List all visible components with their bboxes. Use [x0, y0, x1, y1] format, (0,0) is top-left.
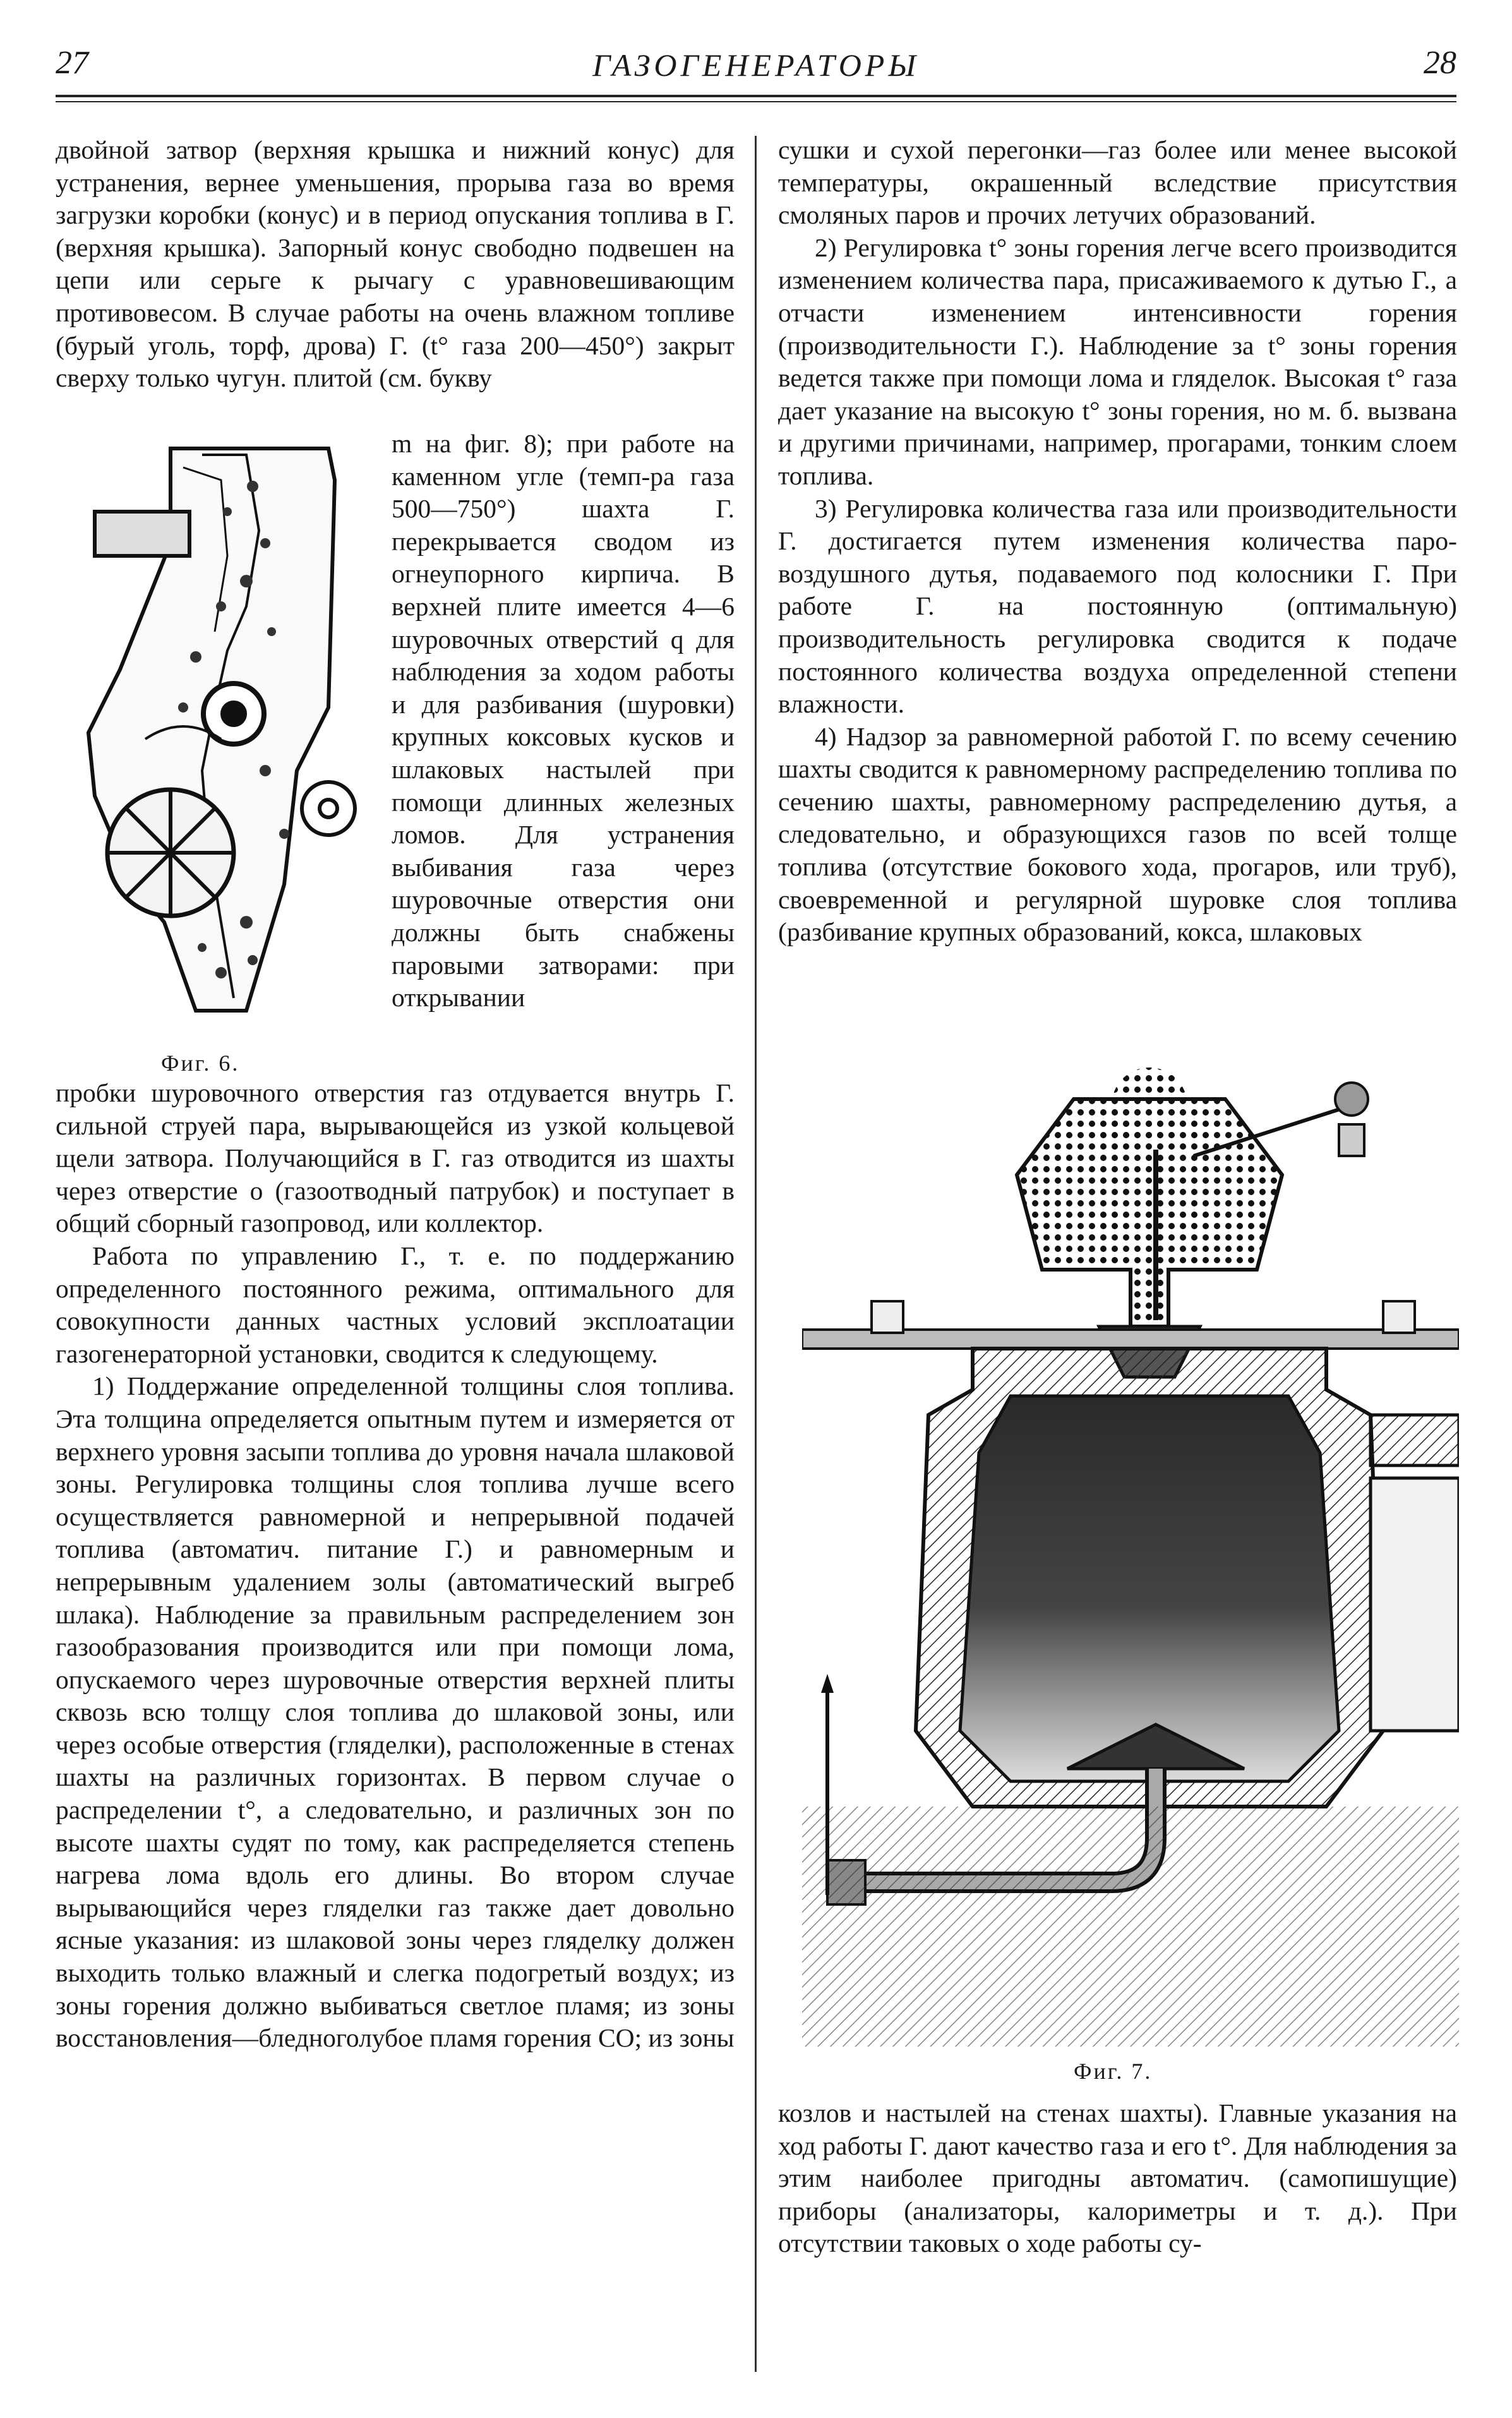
column-divider: [755, 136, 757, 2372]
right-column-bottom: [778, 2097, 1457, 2260]
left-column-bottom: [56, 1077, 735, 2055]
paragraph-left-wrap: m на фиг. 8); при работе на каменном угле (темп-ра газа 500—750°) шахта Г. перекрывается сводом из огнеупорного кирпича. В верхней плите имеется 4—6 шуровочных отверстий q для наблюдения за ходом работы и для разбивания (шуровки) крупных коксовых кусков и шлаковых настылей при помощи длинных железных ломов. Для устранения выбивания газа через шуровочные отверстия они должны быть снабжены паровыми затворами: при открывании: [392, 429, 735, 1013]
paragraph-left-2: Работа по управлению Г., т. е. по поддержанию определенного постоянного режима, оптимального для совокупности данных частных условий эксплоатации газогенераторной установки, сводится к следующему.: [56, 1241, 735, 1368]
paragraph-right-5: козлов и настылей на стенах шахты). Главные указания на ход работы Г. дают качество газа и его t°. Для наблюдения за этим наиболее пригодны автоматич. (самопишущие) приборы (анализаторы, калориметры и т. д.). При отсутствии таковых о ходе работы су-: [778, 2098, 1457, 2258]
right-column-top: [778, 134, 1457, 949]
header-rule: [56, 95, 1456, 97]
page-header: [56, 44, 1456, 88]
paragraph-left-1-cont: пробки шуровочного отверстия газ отдувается внутрь Г. сильной струей пара, вырывающейся из узкой кольцевой щели затвора. Получающийся в Г. газ отводится из шахты через отверстие o (газоотводный патрубок) и поступает в общий сборный газопровод, или коллектор.: [56, 1078, 735, 1238]
page-title: ГАЗОГЕНЕРАТОРЫ: [592, 47, 920, 83]
header-rule-thin: [56, 101, 1456, 102]
paragraph-left-1: двойной затвор (верхняя крышка и нижний конус) для устранения, вернее уменьшения, прорыва газа во время загрузки коробки (конус) и в период опускания топлива в Г. (верхняя крышка). Запорный конус свободно подвешен на цепи или серьге к рычагу с уравновешивающим противовесом. В случае работы на очень влажном топливе (бурый уголь, торф, дрова) Г. (t° газа 200—450°) закрыт сверху только чугун. плитой (см. букву: [56, 135, 735, 393]
paragraph-right-3: 3) Регулировка количества газа или производительности Г. достигается путем изменения количества паро-воздушного дутья, подаваемого под колосники Г. При работе Г. на постоянную (оптимальную) производительность регулировка сводится к подаче постоянного количества воздуха определенной степени влажности.: [778, 493, 1457, 719]
left-column-wrap-text: [392, 428, 735, 1014]
page-number-left: 27: [56, 45, 88, 81]
page-number-right: 28: [1424, 45, 1456, 81]
paragraph-right-2: 2) Регулировка t° зоны горения легче всего производится изменением количества пара, присаживаемого к дутью Г., а отчасти изменением интенсивности горения (производительности Г.). Наблюдение за t° зоны горения ведется также при помощи лома и гляделок. Высокая t° газа дает указание на высокую t° зоны горения, но м. б. вызвана и другими причинами, например, прогарами, тонким слоем топлива.: [778, 232, 1457, 490]
left-column-top: [56, 134, 735, 395]
figure-7-gas-producer-section: [802, 1061, 1459, 2047]
paragraph-right-4: 4) Надзор за равномерной работой Г. по всему сечению шахты сводится к равномерному распределению топлива по сечению шахты, равномерному распределению дутья, а следовательно, и образующихся газов по всей толще топлива (отсутствие бокового хода, прогаров, или труб), своевременной и регулярной шуровке слоя топлива (разбивание крупных образований, кокса, шлаковых: [778, 721, 1457, 947]
figure-6-gas-producer-drawing: [57, 442, 379, 1023]
paragraph-right-1: сушки и сухой перегонки—газ более или менее высокой температуры, окрашенный вследствие присутствия смоляных паров и прочих летучих образований.: [778, 135, 1457, 230]
figure-7-caption: Фиг. 7.: [1074, 2059, 1153, 2084]
figure-6-caption: Фиг. 6.: [161, 1050, 240, 1076]
paragraph-left-3: 1) Поддержание определенной толщины слоя топлива. Эта толщина определяется опытным путем и измеряется от верхнего уровня засыпи топлива до уровня начала шлаковой зоны. Регулировка толщины слоя топлива лучше всего осуществляется равномерной и непрерывной подачей топлива (автоматич. питание Г.) и равномерным и непрерывным удалением золы (автоматический выгреб шлака). Наблюдение за правильным распределением зон газообразования производится или при помощи лома, опускаемого через шуровочные отверстия верхней плиты сквозь всю толщу слоя топлива до шлаковой зоны, или через особые отверстия (гляделки), расположенные в стенах шахты на различных горизонтах. В первом случае о распределении t°, а следовательно, и различных зон по высоте шахты судят по тому, как распределяется степень нагрева лома вдоль его длины. Во втором случае вырывающийся через гляделки газ также дает довольно ясные указания: из шлаковой зоны через гляделку должен выходить только влажный и слегка подогретый воздух; из зоны горения должно выбиваться светлое пламя; из зоны восстановления—бледноголубое пламя горения CO; из зоны: [56, 1371, 735, 2053]
